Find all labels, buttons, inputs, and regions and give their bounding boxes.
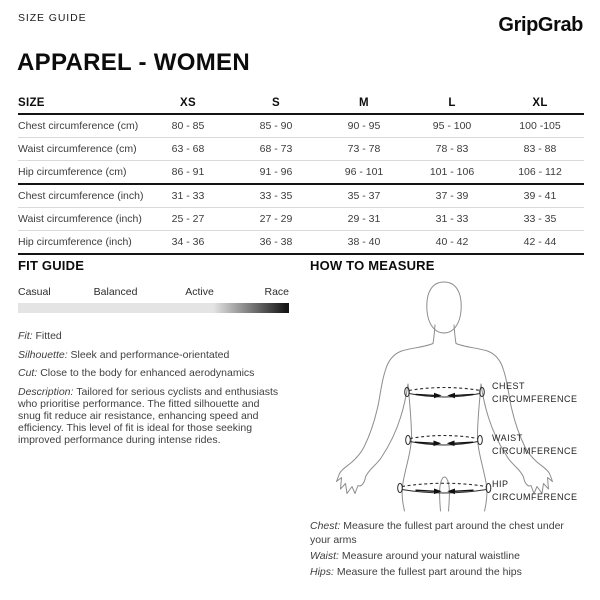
table-cell: 100 -105 (519, 120, 561, 132)
table-cell: 90 - 95 (347, 120, 381, 132)
body-figure-illustration (310, 278, 582, 520)
fit-attribute: Description: Tailored for serious cyclists and enthusiasts who prioritise performance. The fitted silhouette and snug fit reduce air resistance, enhancing speed and efficiency. This level of fit is ideal for those seeking improved performance during intense rides. (18, 385, 279, 446)
fit-guide-section (18, 258, 289, 458)
table-cell: 25 - 27 (171, 213, 205, 225)
column-header: XL (532, 97, 548, 109)
table-cell: 37 - 39 (435, 190, 469, 202)
measure-instruction: Waist: Measure around your natural waistline (310, 549, 520, 562)
table-cell: 106 - 112 (518, 166, 562, 178)
row-label: Hip circumference (cm) (18, 166, 127, 178)
table-cell: 31 - 33 (171, 190, 205, 202)
scale-label-casual: Casual (18, 286, 51, 298)
measure-instruction: Hips: Measure the fullest part around the hips (310, 565, 522, 578)
column-header: L (448, 97, 456, 109)
row-label: Hip circumference (inch) (18, 236, 132, 248)
table-cell: 31 - 33 (435, 213, 469, 225)
fit-attributes (18, 330, 281, 452)
waist-circumference-label: WAIST (492, 433, 523, 443)
table-cell: 95 - 100 (432, 120, 472, 132)
measure-instruction: Chest: Measure the fullest part around the chest under your arms (310, 520, 564, 546)
table-cell: 96 - 101 (344, 166, 384, 178)
row-label: Waist circumference (inch) (18, 213, 142, 225)
table-cell: 34 - 36 (171, 236, 205, 248)
table-cell: 85 - 90 (259, 120, 293, 132)
column-header: SIZE (18, 97, 45, 109)
chest-circumference-label: CHEST (492, 381, 526, 391)
table-cell: 38 - 40 (347, 236, 381, 248)
scale-label-race: Race (264, 286, 289, 298)
waist-measure-ring (406, 435, 483, 446)
chest-circumference-label: CIRCUMFERENCE (492, 394, 578, 404)
table-cell: 101 - 106 (429, 166, 475, 178)
gripgrab-logo: GripGrab (498, 14, 583, 36)
table-cell: 29 - 31 (347, 213, 381, 225)
table-row (18, 115, 584, 138)
table-cell: 73 - 78 (347, 143, 381, 155)
table-cell: 91 - 96 (259, 166, 293, 178)
table-cell: 39 - 41 (523, 190, 557, 202)
table-cell: 35 - 37 (347, 190, 381, 202)
measure-instructions (310, 520, 584, 582)
table-cell: 83 - 88 (523, 143, 557, 155)
size-table (18, 93, 584, 255)
column-header: S (272, 97, 280, 109)
table-row (18, 161, 584, 185)
table-cell: 63 - 68 (171, 143, 205, 155)
hip-circumference-label: HIP (492, 479, 509, 489)
table-cell: 33 - 35 (523, 213, 557, 225)
how-to-measure-section (310, 258, 584, 600)
how-to-measure-title: HOW TO MEASURE (310, 258, 435, 273)
scale-label-balanced: Balanced (93, 286, 138, 298)
table-row (18, 185, 584, 208)
page-title: APPAREL - WOMEN (17, 49, 250, 76)
table-cell: 86 - 91 (171, 166, 205, 178)
page-eyebrow: SIZE GUIDE (18, 12, 87, 24)
table-cell: 80 - 85 (171, 120, 205, 132)
fit-guide-title: FIT GUIDE (18, 258, 85, 273)
table-cell: 40 - 42 (435, 236, 469, 248)
table-row (18, 208, 584, 231)
scale-label-active: Active (185, 286, 214, 298)
table-row (18, 138, 584, 161)
fit-scale (18, 286, 289, 316)
hip-measure-ring (398, 483, 491, 494)
row-label: Waist circumference (cm) (18, 143, 137, 155)
table-cell: 68 - 73 (259, 143, 293, 155)
fit-attribute: Cut: Close to the body for enhanced aerodynamics (18, 367, 255, 379)
fit-attribute: Fit: Fitted (18, 330, 62, 342)
waist-circumference-label: CIRCUMFERENCE (492, 446, 578, 456)
row-label: Chest circumference (cm) (18, 120, 139, 132)
chest-measure-ring (405, 387, 485, 398)
measurement-diagram (310, 278, 582, 520)
table-cell: 78 - 83 (435, 143, 469, 155)
column-header: XS (180, 97, 196, 109)
fit-attribute: Silhouette: Sleek and performance-orientated (18, 348, 230, 361)
table-row (18, 231, 584, 255)
table-cell: 42 - 44 (523, 236, 557, 248)
table-cell: 36 - 38 (259, 236, 293, 248)
table-cell: 33 - 35 (259, 190, 293, 202)
row-label: Chest circumference (inch) (18, 190, 144, 202)
hip-circumference-label: CIRCUMFERENCE (492, 492, 578, 502)
fit-gradient-bar (18, 303, 289, 313)
column-header: M (359, 97, 369, 109)
table-cell: 27 - 29 (259, 213, 293, 225)
size-table-header (18, 93, 584, 115)
